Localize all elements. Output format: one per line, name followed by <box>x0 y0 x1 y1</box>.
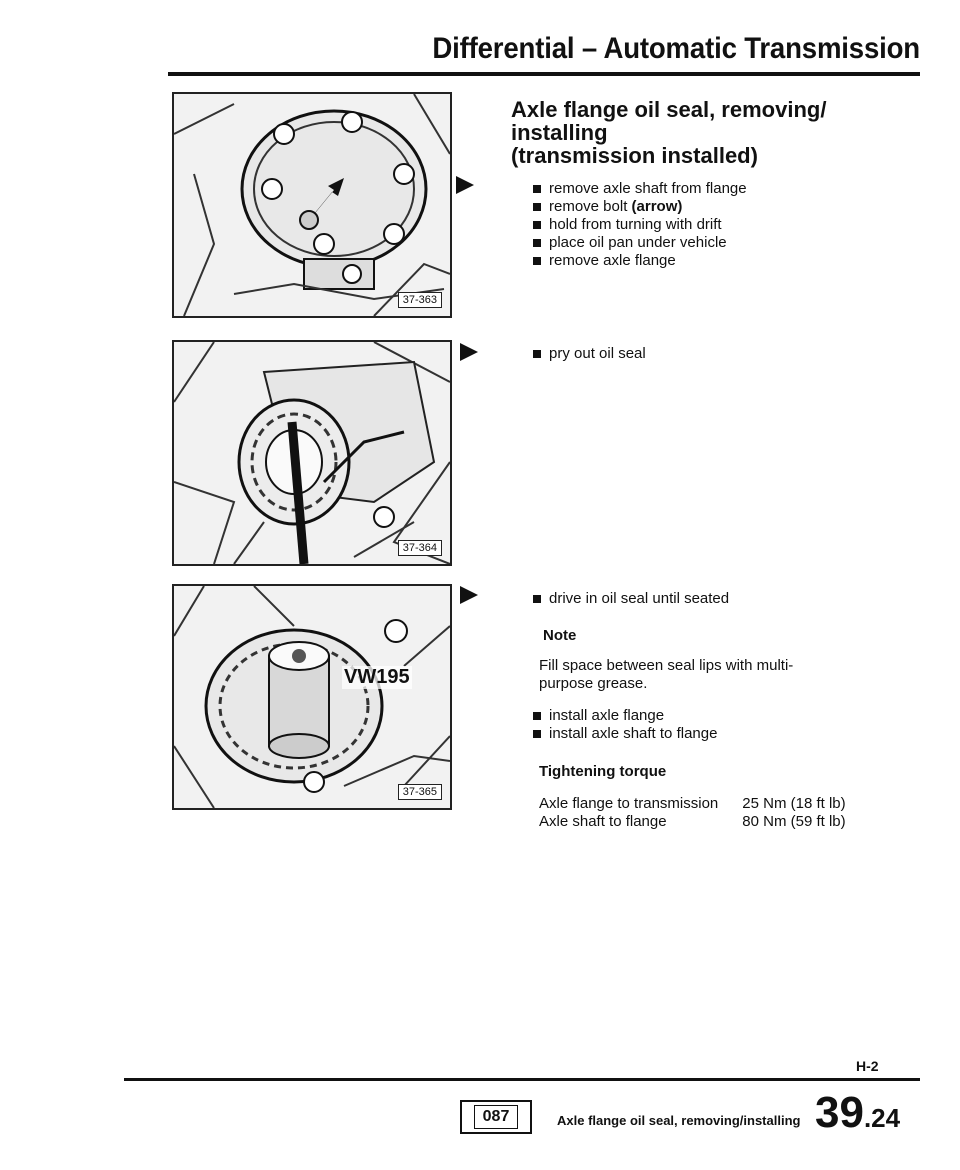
side-code: H-2 <box>856 1058 879 1074</box>
list-item: install axle shaft to flange <box>531 725 717 743</box>
figure-37-364-drawing <box>174 342 450 564</box>
list-item: remove axle flange <box>531 252 747 270</box>
footer-topic: Axle flange oil seal, removing/installing <box>557 1113 801 1128</box>
torque-value: 25 Nm (18 ft lb) <box>742 795 846 812</box>
torque-table <box>539 795 846 831</box>
figure-pointer-icon <box>460 343 478 361</box>
figure-pointer-icon <box>460 586 478 604</box>
torque-value: 80 Nm (59 ft lb) <box>742 813 846 830</box>
note-text: Fill space between seal lips with multi-purpose grease. <box>539 657 794 692</box>
figure-37-365 <box>172 584 452 810</box>
list-item: place oil pan under vehicle <box>531 234 747 252</box>
section-title-line: installing <box>511 120 608 145</box>
list-item: pry out oil seal <box>531 345 646 363</box>
list-item: remove bolt (arrow) <box>531 198 747 216</box>
figure-label: 37-364 <box>398 540 442 556</box>
figure-label: 37-363 <box>398 292 442 308</box>
page-number: 39.24 <box>815 1088 901 1137</box>
header-rule <box>168 72 920 76</box>
pry-steps <box>531 345 646 363</box>
section-title <box>511 98 826 167</box>
figure-37-363 <box>172 92 452 318</box>
section-title-line: (transmission installed) <box>511 143 758 168</box>
list-item: install axle flange <box>531 707 717 725</box>
figure-pointer-icon <box>456 176 474 194</box>
install-seal-steps <box>531 590 729 608</box>
tool-callout: VW195 <box>344 666 410 688</box>
table-row <box>539 813 846 831</box>
page-header-title: Differential – Automatic Transmission <box>432 32 920 65</box>
torque-item: Axle shaft to flange <box>539 813 667 830</box>
figure-37-364 <box>172 340 452 566</box>
removal-steps <box>531 180 747 270</box>
list-item: remove axle shaft from flange <box>531 180 747 198</box>
figure-37-365-drawing <box>174 586 450 808</box>
note-heading: Note <box>543 627 577 644</box>
list-item: drive in oil seal until seated <box>531 590 729 608</box>
table-row <box>539 795 846 813</box>
install-flange-steps <box>531 707 717 743</box>
figure-label: 37-365 <box>398 784 442 800</box>
page-code: 087 <box>474 1105 519 1129</box>
list-item: hold from turning with drift <box>531 216 747 234</box>
section-title-line: Axle flange oil seal, removing/ <box>511 97 827 122</box>
figure-37-363-drawing <box>174 94 450 316</box>
footer-rule <box>124 1078 920 1081</box>
page-code-box <box>460 1100 532 1134</box>
torque-heading: Tightening torque <box>539 763 667 780</box>
torque-item: Axle flange to transmission <box>539 795 719 812</box>
